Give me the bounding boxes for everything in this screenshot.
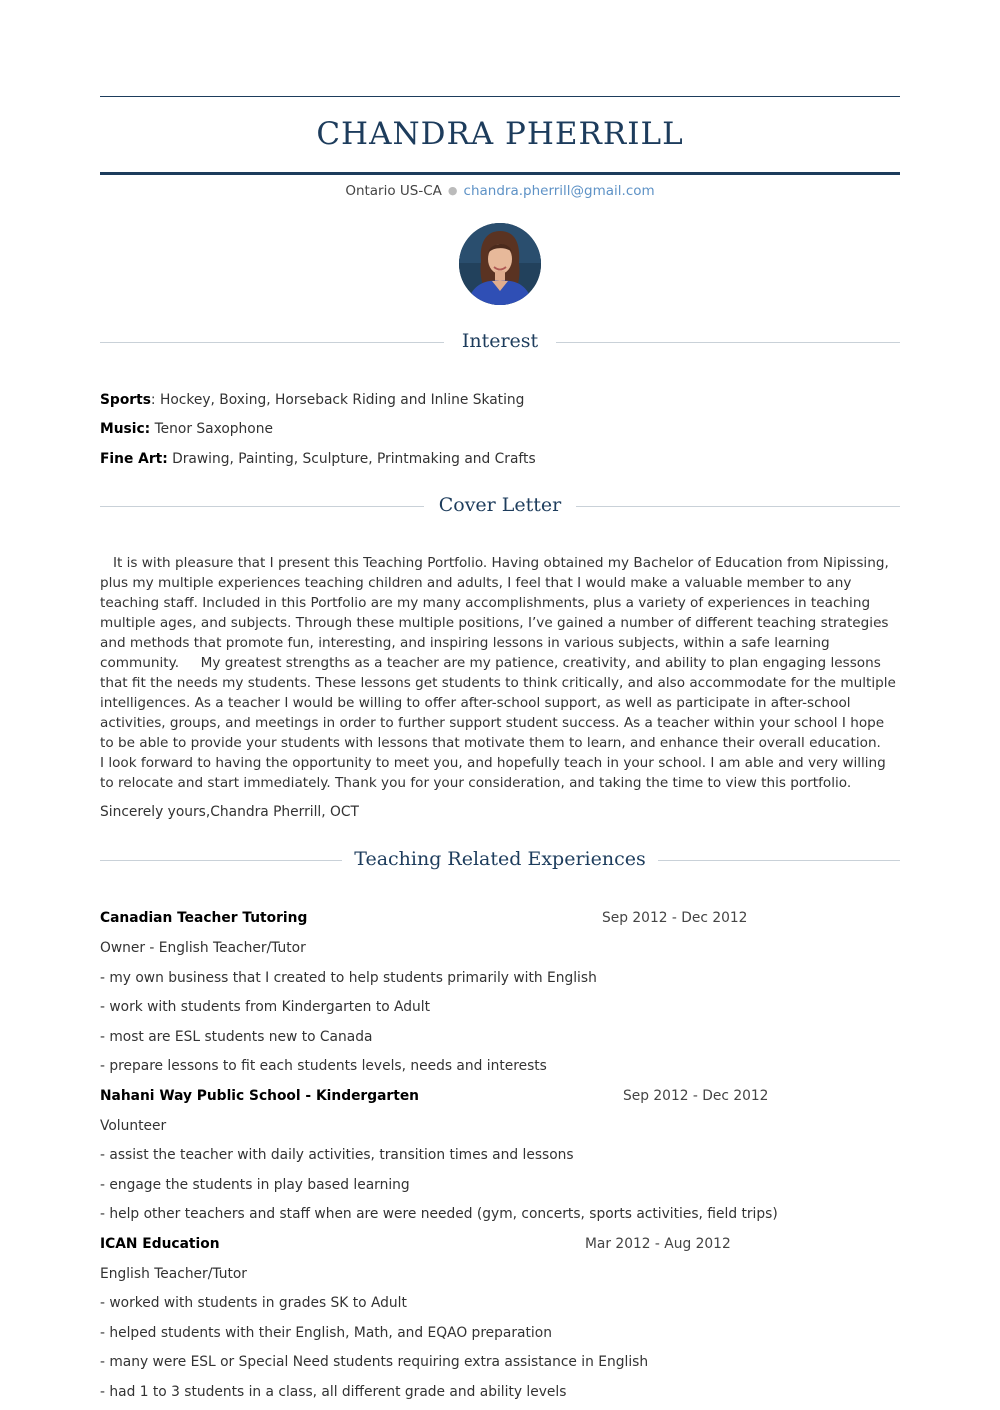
interest-item	[100, 419, 900, 439]
experience-bullet: - work with students from Kindergarten to Adult	[100, 999, 430, 1015]
section-title: Teaching Related Experiences	[354, 848, 646, 870]
experience-bullet: - engage the students in play based learning	[100, 1177, 410, 1193]
experience-bullet: - most are ESL students new to Canada	[100, 1029, 373, 1045]
interest-text: Hockey, Boxing, Horseback Riding and Inline Skating	[155, 392, 525, 408]
interest-item: Sports: Hockey, Boxing, Horseback Riding and Inline Skating	[100, 392, 525, 408]
header-bottom-rule	[100, 172, 900, 175]
experience-role: English Teacher/Tutor	[100, 1266, 247, 1282]
experience-bullet: - had 1 to 3 students in a class, all different grade and ability levels	[100, 1384, 567, 1400]
section-header-cover-letter	[100, 490, 900, 520]
header-top-rule	[100, 96, 900, 97]
experience-bullet: - help other teachers and staff when are were needed (gym, concerts, sports activities, field trips)	[100, 1206, 778, 1222]
section-header-interest	[100, 326, 900, 356]
experience-organization: Canadian Teacher Tutoring	[100, 910, 308, 926]
experience-bullet: - prepare lessons to fit each students levels, needs and interests	[100, 1058, 547, 1074]
experience-bullet: - assist the teacher with daily activities, transition times and lessons	[100, 1147, 574, 1163]
interest-item	[100, 449, 900, 469]
section-title: Interest	[461, 330, 539, 352]
location-text: Ontario US-CA	[345, 183, 442, 199]
experience-bullet: - many were ESL or Special Need students requiring extra assistance in English	[100, 1354, 649, 1370]
interest-label: Fine Art:	[100, 451, 168, 467]
experience-role: Volunteer	[100, 1118, 167, 1134]
experience-bullet: - my own business that I created to help students primarily with English	[100, 970, 597, 986]
experience-bullet: - worked with students in grades SK to Adult	[100, 1295, 407, 1311]
avatar	[459, 223, 541, 305]
experience-role: Owner - English Teacher/Tutor	[100, 940, 306, 956]
interest-label: Music:	[100, 421, 151, 437]
section-header-teaching-experiences	[100, 844, 900, 874]
interest-text: Tenor Saxophone	[150, 421, 273, 437]
experience-bullet: - helped students with their English, Math, and EQAO preparation	[100, 1325, 552, 1341]
cover-letter-body: It is with pleasure that I present this Teaching Portfolio. Having obtained my Bachelor of Education from Nipissing, plus my multiple experiences teaching children and adults, I feel that I would make a valuable member to any teaching staff. Included in this Portfolio are my many accomplishments, plus a variety of experiences in teaching multiple ages, and subjects. Through these multiple positions, I’ve gained a number of different teaching strategies and methods that promote fun, interesting, and inspiring lessons in various subjects, within a safe learning community. My greatest strengths as a teacher are my patience, creativity, and ability to plan engaging lessons that fit the needs my students. These lessons get students to think critically, and also accommodate for the multiple intelligences. As a teacher I would be willing to offer after-school support, as well as participate in after-school activities, groups, and meetings in order to further support student success. As a teacher within your school I hope to be able to provide your students with lessons that motivate them to learn, and enhance their overall education. I look forward to having the opportunity to meet you, and hopefully teach in your school. I am able and very willing to relocate and start immediately. Thank you for your consideration, and taking the time to view this portfolio.	[100, 555, 903, 791]
experience-dates: Sep 2012 - Dec 2012	[623, 1088, 769, 1104]
cover-letter-signoff: Sincerely yours,Chandra Pherrill, OCT	[100, 804, 359, 820]
candidate-name: CHANDRA PHERRILL	[316, 116, 684, 152]
experience-dates: Mar 2012 - Aug 2012	[585, 1236, 731, 1252]
interest-label: Sports	[100, 392, 151, 408]
email-link[interactable]: chandra.pherrill@gmail.com	[463, 183, 655, 199]
contact-info	[100, 182, 900, 200]
section-title: Cover Letter	[438, 494, 562, 516]
experience-organization: Nahani Way Public School - Kindergarten	[100, 1088, 420, 1104]
experience-dates: Sep 2012 - Dec 2012	[602, 910, 748, 926]
separator-dot-icon: ●	[447, 184, 458, 197]
experience-organization: ICAN Education	[100, 1236, 220, 1252]
interest-text: Drawing, Painting, Sculpture, Printmaking and Crafts	[167, 451, 536, 467]
